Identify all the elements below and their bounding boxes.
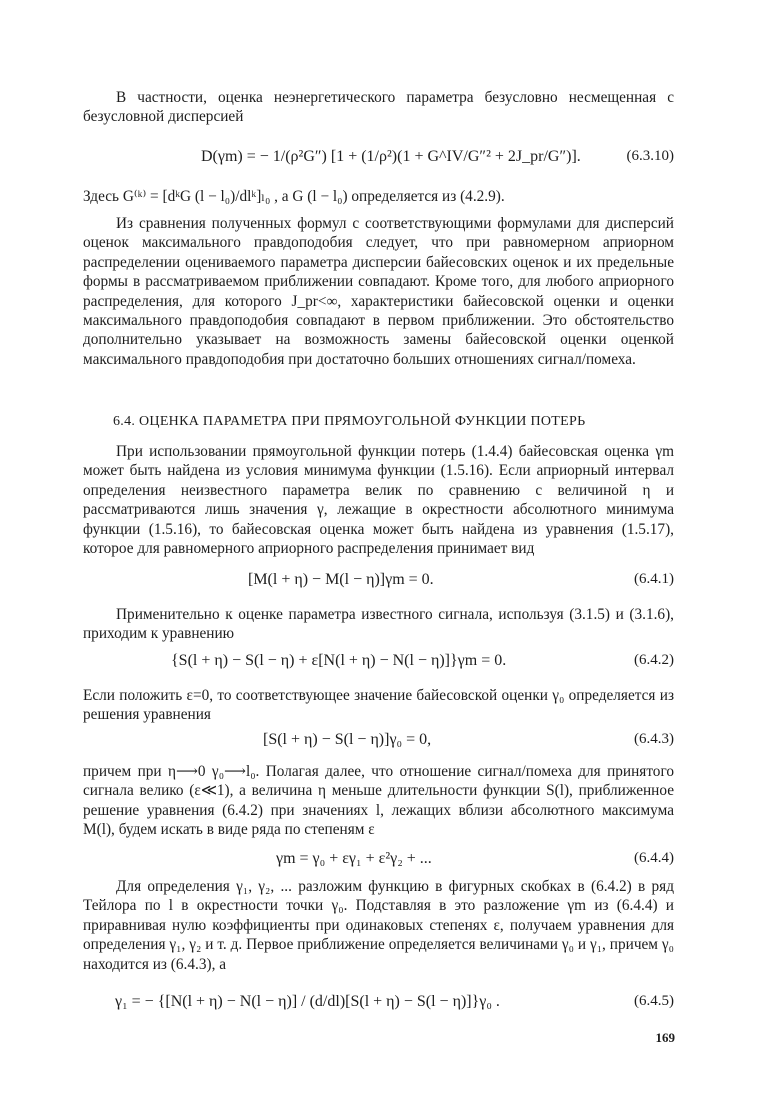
equation-number: (6.4.4) xyxy=(634,850,674,866)
equation-formula: [M(l + η) − M(l − η)]γm = 0. xyxy=(248,571,434,588)
equation-number: (6.3.10) xyxy=(626,148,674,164)
equation-number: (6.4.2) xyxy=(634,652,674,668)
equation-formula: [S(l + η) − S(l − η)]γ₀ = 0, xyxy=(263,731,432,748)
equation-6-4-5 xyxy=(83,993,674,1021)
paragraph-series-approach: причем при η⟶0 γ₀⟶l₀. Полагая далее, что отношение сигнал/помеха для принятого сигнала велико (ε≪1), а величина η меньше длительности функции S(l), приближенное решение уравнения (6.4.2) при значениях l, лежащих вблизи абсолютного максимума M(l), будем искать в виде ряда по степеням ε xyxy=(83,763,674,839)
paragraph-rectangular-loss: При использовании прямоугольной функции потерь (1.4.4) байесовская оценка γm может быть найдена из условия минимума функции (1.5.16). Если априорный интервал определения неизвестного параметра велик по сравнению с величиной η и рассматриваются лишь значения γ, лежащие в окрестности абсолютного минимума функции (1.5.16), то байесовская оценка может быть найдена из уравнения (1.5.17), которое для равномерного априорного распределения принимает вид xyxy=(83,443,674,558)
equation-number: (6.4.1) xyxy=(634,571,674,587)
equation-number: (6.4.3) xyxy=(634,731,674,747)
paragraph-comparison: Из сравнения полученных формул с соответствующими формулами для дисперсий оценок максимального правдоподобия следует, что при равномерном априорном распределении оцениваемого параметра дисперсии байесовских оценок и их предельные формы в рассматриваемом приближении совпадают. Кроме того, для любого априорного распределения, для которого J_pr<∞, характеристики байесовской оценки и оценки максимального правдоподобия совпадают в первом приближении. Это обстоятельство дополнительно указывает на возможность замены байесовской оценки оценкой максимального правдоподобия при достаточно больших отношениях сигнал/помеха. xyxy=(83,215,674,368)
section-heading: 6.4. ОЦЕНКА ПАРАМЕТРА ПРИ ПРЯМОУГОЛЬНОЙ ФУНКЦИИ ПОТЕРЬ xyxy=(113,414,586,429)
equation-6-4-3 xyxy=(83,731,674,759)
equation-number: (6.4.5) xyxy=(634,993,674,1009)
equation-formula: D(γm) = − 1/(ρ²G″) [1 + (1/ρ²)(1 + G^IV/G″² + 2J_pr/G″)]. xyxy=(201,148,581,165)
paragraph-taylor-expansion: Для определения γ₁, γ₂, ... разложим функцию в фигурных скобках в (6.4.2) в ряд Тейлора по l в окрестности точки γ₀. Подставляя в это разложение γm из (6.4.4) и приравнивая нулю коэффициенты при одинаковых степенях ε, получаем уравнения для определения γ₁, γ₂ и т. д. Первое приближение определяется величинами γ₀ и γ₁, причем γ₀ находится из (6.4.3), а xyxy=(83,878,674,973)
page-number: 169 xyxy=(655,1030,675,1045)
paragraph-known-signal: Применительно к оценке параметра известного сигнала, используя (3.1.5) и (3.1.6), приходим к уравнению xyxy=(83,606,674,643)
paragraph-definition: Здесь G⁽ᵏ⁾ = [dᵏG (l − l₀)/dlᵏ]ₗ₀ , а G (l − l₀) определяется из (4.2.9). xyxy=(83,188,505,205)
equation-6-3-10 xyxy=(83,148,674,176)
equation-formula: {S(l + η) − S(l − η) + ε[N(l + η) − N(l − η)]}γm = 0. xyxy=(171,652,507,669)
paragraph-intro: В частности, оценка неэнергетического параметра безусловно несмещенная с безусловной дисперсией xyxy=(83,89,674,126)
equation-6-4-2 xyxy=(83,652,674,680)
equation-formula: γm = γ₀ + εγ₁ + ε²γ₂ + ... xyxy=(276,850,432,867)
equation-6-4-4 xyxy=(83,850,674,878)
equation-formula: γ₁ = − {[N(l + η) − N(l − η)] / (d/dl)[S(l + η) − S(l − η)]}γ₀ . xyxy=(115,993,500,1010)
equation-6-4-1 xyxy=(83,571,674,599)
paragraph-epsilon-zero: Если положить ε=0, то соответствующее значение байесовской оценки γ₀ определяется из решения уравнения xyxy=(83,687,674,724)
